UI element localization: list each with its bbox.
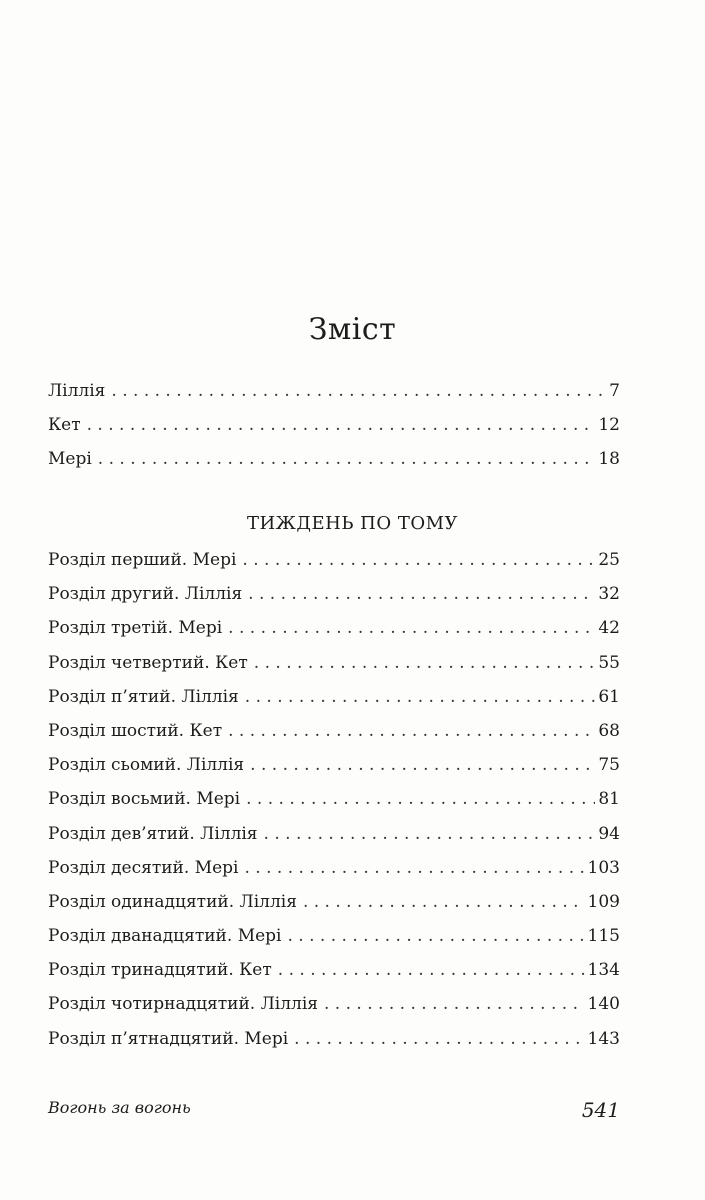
toc-entry-label: Розділ десятий. Мері [48,857,239,878]
toc-entry [48,449,620,483]
dot-leader [245,858,585,878]
toc-entry-label: Розділ чотирнадцятий. Ліллія [48,994,318,1015]
toc-entry-label: Розділ п’ятий. Ліллія [48,686,239,707]
dot-leader [264,824,596,844]
dot-leader [278,960,585,980]
toc-entry-page: 103 [587,857,620,878]
toc-entry-page: 115 [587,926,620,947]
toc-entry-page: 55 [598,652,620,673]
dot-leader [246,789,595,809]
toc-entry [48,858,620,892]
toc-entry-page: 61 [598,686,620,707]
toc-entry-page: 42 [598,618,620,639]
toc-entry [48,618,620,652]
toc-entry-label: Розділ дванадцятий. Мері [48,926,282,947]
toc-entry [48,550,620,584]
dot-leader [287,926,584,946]
toc-entry-page: 18 [598,449,620,470]
dot-leader [303,892,585,912]
toc-entry [48,415,620,449]
toc-entry-page: 81 [598,789,620,810]
toc-entry-label: Розділ третій. Мері [48,618,223,639]
dot-leader [87,415,596,435]
dot-leader [111,381,606,401]
toc-entry-label: Розділ четвертий. Кет [48,652,248,673]
toc-entry-label: Мері [48,449,92,470]
toc-entry-page: 94 [598,823,620,844]
toc-entry-label: Розділ восьмий. Мері [48,789,241,810]
dot-leader [245,687,596,707]
dot-leader [294,1029,584,1049]
toc-entry-label: Розділ п’ятнадцятий. Мері [48,1028,289,1049]
toc-entry-label: Ліллія [48,381,106,401]
dot-leader [250,755,595,775]
toc-entry-page: 75 [598,755,620,776]
toc-entry [48,721,620,755]
dot-leader [228,721,595,741]
toc-entry [48,687,620,721]
running-footer-title: Вогонь за вогонь [48,1098,191,1117]
toc-entry [48,892,620,926]
toc-entry-page: 7 [609,381,620,401]
page-title: Зміст [308,312,397,347]
dot-leader [324,994,585,1014]
dot-leader [248,584,595,604]
toc-entry [48,994,620,1028]
toc-entry-page: 32 [598,584,620,605]
toc-entry-page: 12 [598,415,620,436]
toc-entry [48,381,620,415]
toc-entry-page: 134 [587,960,620,981]
toc-entry-page: 25 [598,550,620,570]
toc-entry-label: Розділ сьомий. Ліллія [48,755,245,776]
toc-entry-label: Розділ одинадцятий. Ліллія [48,891,297,912]
dot-leader [242,550,595,570]
toc-entry-page: 68 [598,720,620,741]
toc-entry-label: Розділ шостий. Кет [48,720,223,741]
page-footer [48,1098,620,1122]
dot-leader [254,653,596,673]
toc-entry-page: 140 [587,994,620,1015]
toc-entry [48,755,620,789]
toc-entry-label: Розділ тринадцятий. Кет [48,960,272,981]
intro-toc-list [48,381,620,484]
toc-entry [48,926,620,960]
toc-entry-label: Розділ перший. Мері [48,550,237,570]
section-heading: ТИЖДЕНЬ ПО ТОМУ [246,513,459,534]
toc-entry [48,1029,620,1063]
toc-entry-page: 109 [587,891,620,912]
toc-entry [48,824,620,858]
toc-entry-label: Розділ дев’ятий. Ліллія [48,823,258,844]
toc-entry-label: Кет [48,415,81,436]
toc-entry-page: 143 [587,1028,620,1049]
toc-entry [48,960,620,994]
toc-entry [48,653,620,687]
page-number: 541 [581,1098,620,1122]
dot-leader [228,618,595,638]
toc-entry [48,789,620,823]
dot-leader [98,449,596,469]
chapter-toc-list [48,550,620,1063]
toc-entry [48,584,620,618]
toc-entry-label: Розділ другий. Ліллія [48,584,243,605]
